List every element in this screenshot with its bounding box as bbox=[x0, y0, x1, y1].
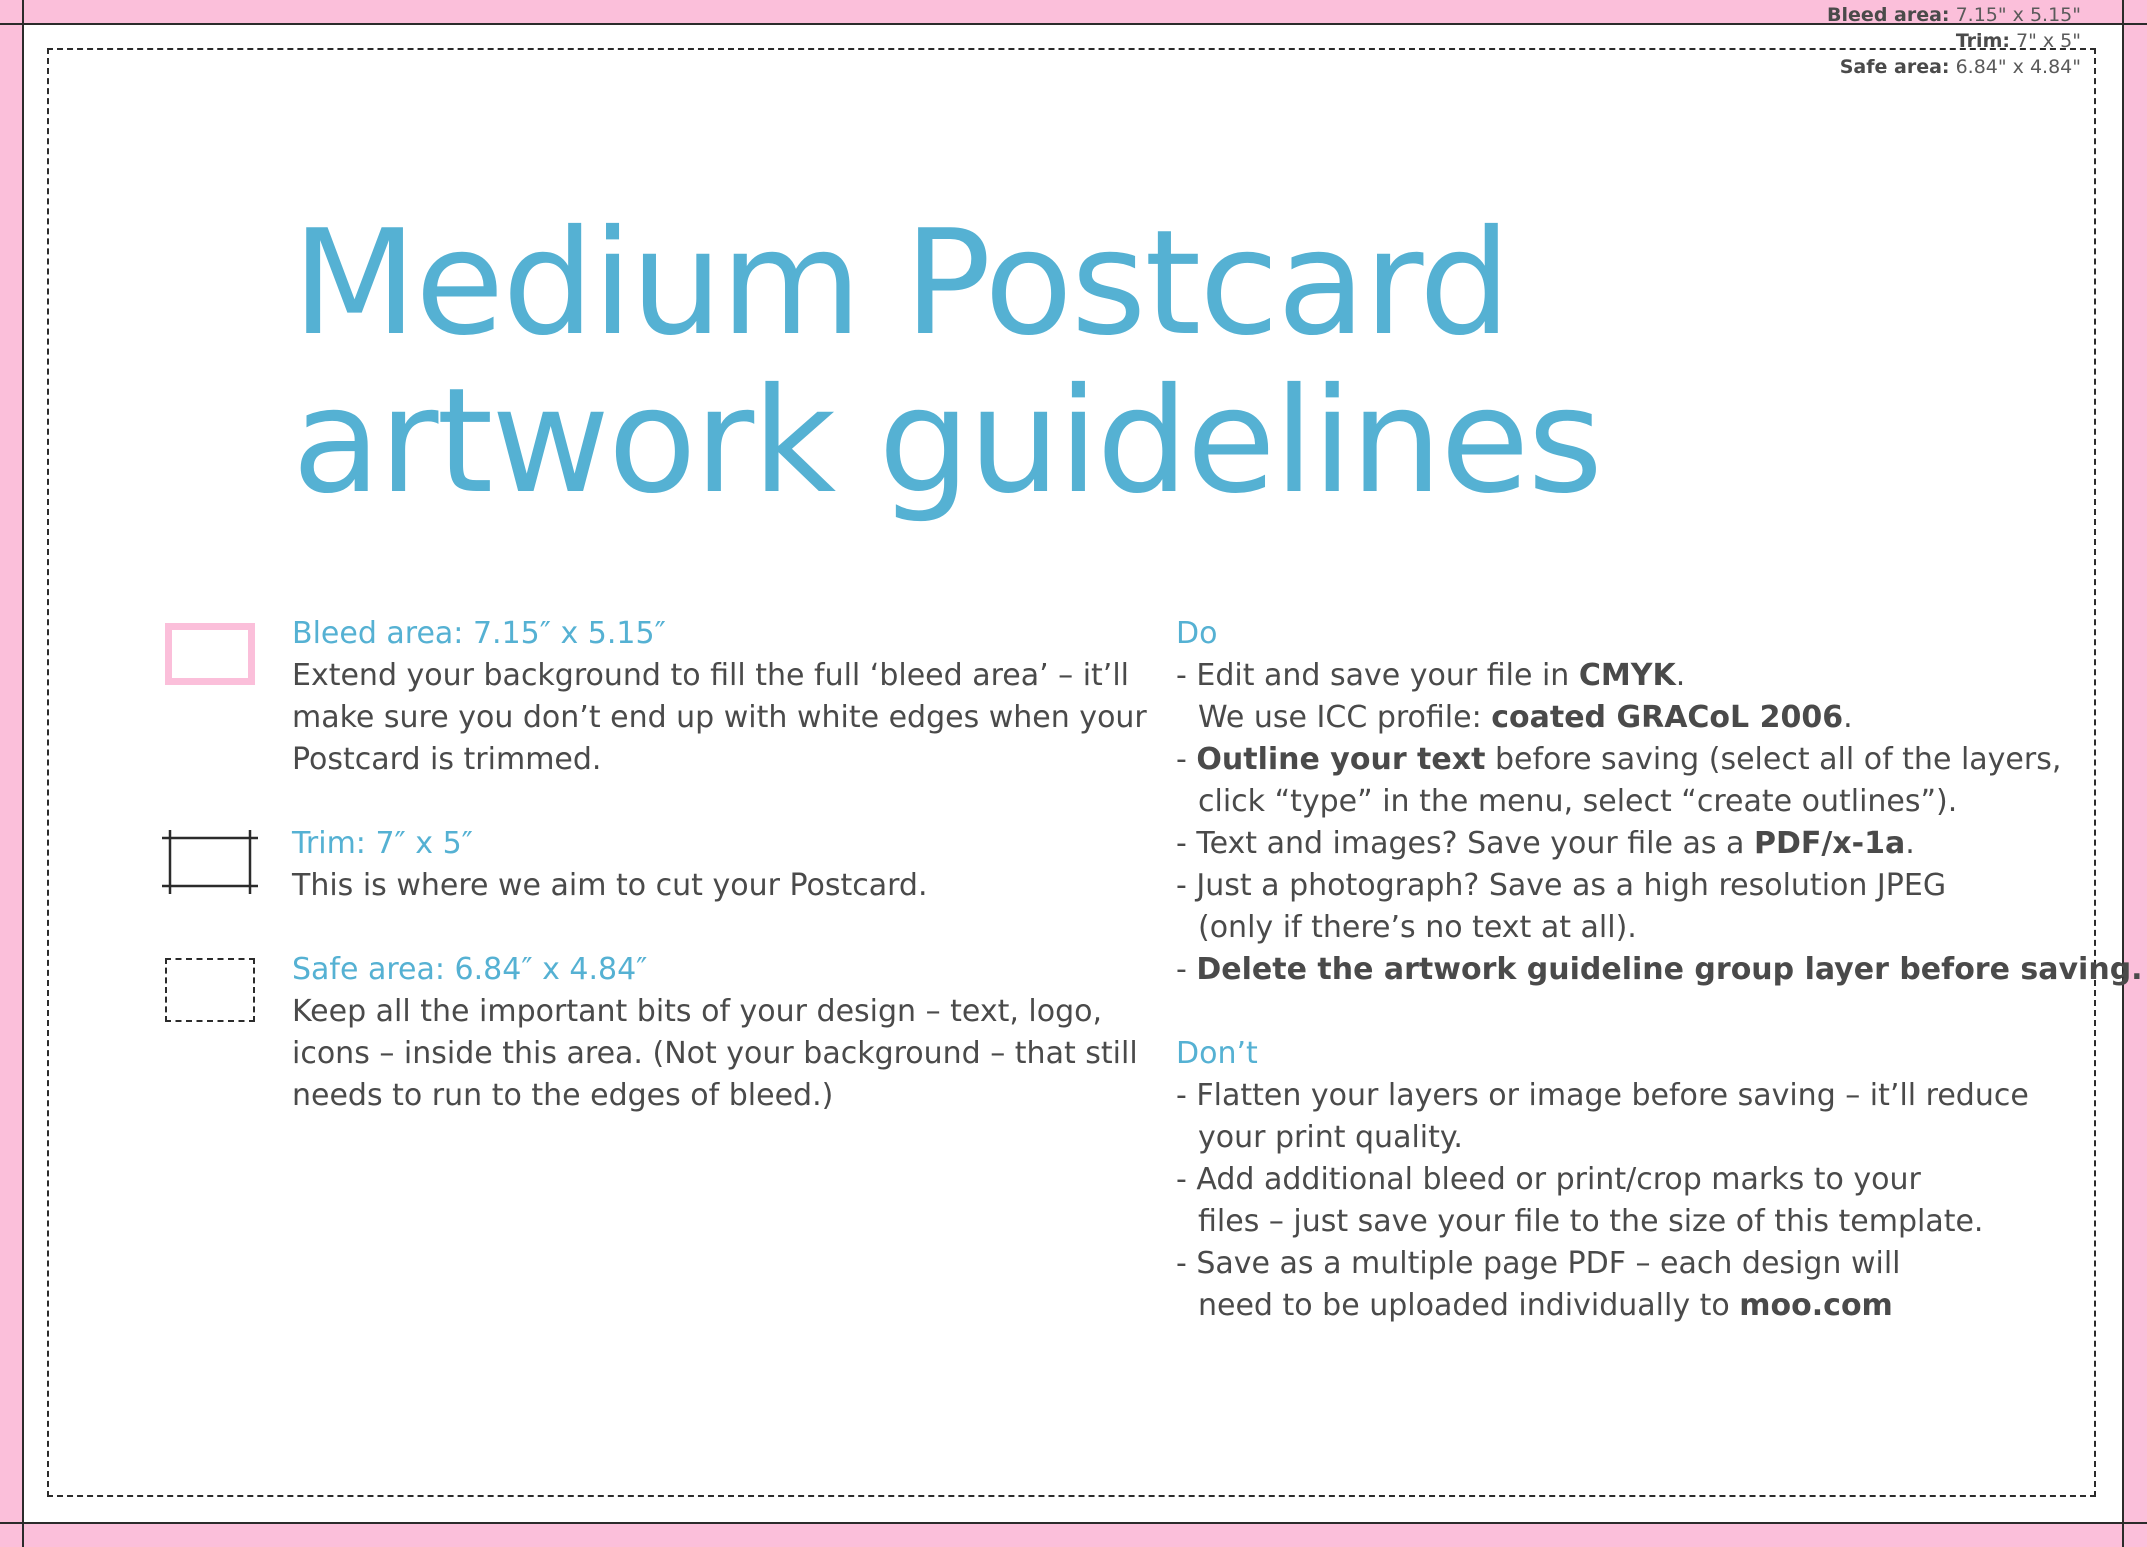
corner-safe bbox=[1827, 54, 2081, 80]
dont-text: need to be uploaded individually to bbox=[1198, 1288, 1740, 1323]
bleed-line: Extend your background to fill the full ‘bleed area’ – it’ll bbox=[292, 658, 1130, 693]
dont-item bbox=[1176, 1285, 2016, 1327]
do-item: click “type” in the menu, select “create outlines”). bbox=[1198, 784, 1958, 819]
do-text: . bbox=[1675, 658, 1686, 693]
do-text: . bbox=[1905, 826, 1915, 861]
safe-line: Keep all the important bits of your design – text, logo, bbox=[292, 994, 1103, 1029]
trim-description bbox=[292, 865, 1132, 907]
section-gap bbox=[1176, 991, 2016, 1033]
do-bold: CMYK bbox=[1578, 658, 1676, 693]
corner-bleed-value: 7.15" x 5.15" bbox=[1955, 4, 2081, 26]
safe-heading: Safe area: 6.84″ x 4.84″ bbox=[292, 952, 648, 987]
title-line-1: Medium Postcard bbox=[292, 199, 1509, 368]
trim-line-left bbox=[22, 0, 24, 1547]
do-item bbox=[1176, 655, 2016, 697]
safe-line: needs to run to the edges of bleed.) bbox=[292, 1078, 834, 1113]
right-column bbox=[1176, 613, 2143, 1327]
bleed-heading: Bleed area: 7.15″ x 5.15″ bbox=[292, 616, 666, 651]
safe-line: icons – inside this area. (Not your background – that still bbox=[292, 1036, 1138, 1071]
do-item: (only if there’s no text at all). bbox=[1198, 910, 1637, 945]
do-bold: PDF/x-1a bbox=[1753, 826, 1906, 861]
safe-area-icon bbox=[165, 958, 255, 1022]
bleed-band-left bbox=[0, 0, 22, 1547]
bleed-line: make sure you don’t end up with white edges when your bbox=[292, 700, 1147, 735]
bleed-band-top bbox=[0, 0, 2147, 23]
do-text: - bbox=[1176, 742, 1197, 777]
trim-line-right bbox=[2122, 0, 2124, 1547]
bleed-line: Postcard is trimmed. bbox=[292, 742, 602, 777]
corner-safe-label: Safe area: bbox=[1839, 56, 1950, 78]
do-item bbox=[1176, 739, 2062, 781]
corner-bleed bbox=[1827, 2, 2081, 28]
trim-line-top bbox=[0, 23, 2147, 25]
do-text: before saving (select all of the layers, bbox=[1485, 742, 2062, 777]
corner-safe-value: 6.84" x 4.84" bbox=[1955, 56, 2081, 78]
title-line-2: artwork guidelines bbox=[292, 357, 1602, 526]
trim-line-bottom bbox=[0, 1522, 2147, 1524]
do-bold: Delete the artwork guideline group layer before saving. bbox=[1196, 952, 2143, 987]
corner-trim-label: Trim: bbox=[1955, 30, 2010, 52]
dont-bold: moo.com bbox=[1739, 1288, 1893, 1323]
trim-line: This is where we aim to cut your Postcard. bbox=[292, 868, 928, 903]
safe-description bbox=[292, 991, 1138, 1117]
do-item bbox=[1176, 823, 2016, 865]
do-text: - Edit and save your file in bbox=[1176, 658, 1579, 693]
trim-section bbox=[292, 823, 1132, 907]
corner-size-labels bbox=[1827, 2, 2081, 80]
bleed-area-icon bbox=[165, 623, 255, 685]
do-text: We use ICC profile: bbox=[1198, 700, 1492, 735]
page-title bbox=[292, 199, 1602, 526]
do-item bbox=[1176, 949, 2143, 991]
dont-heading: Don’t bbox=[1176, 1036, 1258, 1071]
dont-item: your print quality. bbox=[1198, 1120, 1463, 1155]
bleed-band-right bbox=[2124, 0, 2147, 1547]
bleed-band-bottom bbox=[0, 1523, 2147, 1547]
do-bold: Outline your text bbox=[1196, 742, 1486, 777]
do-item: - Just a photograph? Save as a high resolution JPEG bbox=[1176, 868, 1947, 903]
bleed-section bbox=[292, 613, 1147, 781]
corner-trim bbox=[1827, 28, 2081, 54]
dont-item: files – just save your file to the size of this template. bbox=[1198, 1204, 1984, 1239]
dont-item: - Flatten your layers or image before saving – it’ll reduce bbox=[1176, 1078, 2029, 1113]
trim-heading: Trim: 7″ x 5″ bbox=[292, 826, 473, 861]
do-bold: coated GRACoL 2006 bbox=[1491, 700, 1844, 735]
do-heading: Do bbox=[1176, 616, 1218, 651]
do-text: - bbox=[1176, 952, 1197, 987]
corner-bleed-label: Bleed area: bbox=[1827, 4, 1950, 26]
section-gap bbox=[292, 907, 1132, 949]
dont-item: - Save as a multiple page PDF – each design will bbox=[1176, 1246, 1901, 1281]
corner-trim-value: 7" x 5" bbox=[2016, 30, 2081, 52]
do-text: . bbox=[1843, 700, 1853, 735]
trim-marks-icon bbox=[162, 830, 258, 894]
dont-item: - Add additional bleed or print/crop marks to your bbox=[1176, 1162, 1921, 1197]
bleed-description bbox=[292, 655, 1147, 781]
section-gap bbox=[292, 781, 1132, 823]
do-item bbox=[1176, 697, 2016, 739]
do-text: - Text and images? Save your file as a bbox=[1176, 826, 1754, 861]
left-column bbox=[292, 613, 1147, 1117]
safe-section bbox=[292, 949, 1138, 1117]
